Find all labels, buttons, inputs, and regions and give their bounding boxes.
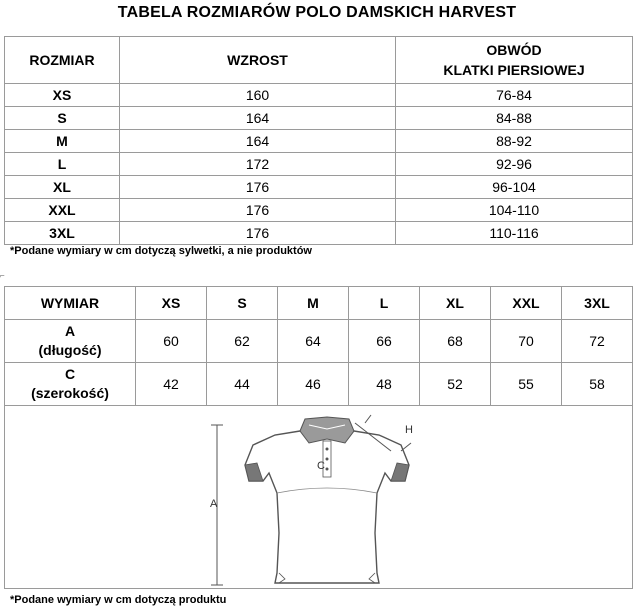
height-cell: 160: [120, 84, 396, 107]
size-cell: XS: [5, 84, 120, 107]
width-label: C: [317, 460, 325, 472]
header-size: 3XL: [562, 287, 633, 320]
header-size: XXL: [491, 287, 562, 320]
size-cell: S: [5, 107, 120, 130]
measurement-cell: 44: [207, 363, 278, 406]
height-cell: 172: [120, 153, 396, 176]
header-size: S: [207, 287, 278, 320]
dimension-letter: A: [64, 323, 76, 339]
chest-cell: 84-88: [396, 107, 633, 130]
size-cell: L: [5, 153, 120, 176]
height-cell: 176: [120, 222, 396, 245]
measurement-cell: 60: [136, 320, 207, 363]
polo-shirt-diagram: [205, 413, 430, 593]
measurement-cell: 48: [349, 363, 420, 406]
dimension-description: (długość): [38, 342, 102, 358]
button-icon: [326, 468, 329, 471]
table-row: [5, 84, 633, 107]
measurement-cell: 55: [491, 363, 562, 406]
header-dimension: WYMIAR: [5, 287, 136, 320]
measurement-cell: 68: [420, 320, 491, 363]
size-cell: XL: [5, 176, 120, 199]
measurement-cell: 64: [278, 320, 349, 363]
header-size: M: [278, 287, 349, 320]
measurement-cell: 58: [562, 363, 633, 406]
garment-measurement-note: *Podane wymiary w cm dotyczą produktu: [10, 594, 227, 606]
paragraph-mark-icon: ⌐: [0, 271, 5, 280]
measurement-cell: 46: [278, 363, 349, 406]
chest-cell: 76-84: [396, 84, 633, 107]
header-chest-line2: KLATKI PIERSIOWEJ: [443, 62, 585, 78]
dimension-label: [5, 320, 136, 363]
table-header-row: [5, 37, 633, 84]
header-size: L: [349, 287, 420, 320]
chest-cell: 110-116: [396, 222, 633, 245]
collar: [300, 417, 354, 443]
table-row: [5, 130, 633, 153]
header-size: XL: [420, 287, 491, 320]
body-measurement-note: *Podane wymiary w cm dotyczą sylwetki, a nie produktów: [10, 245, 312, 257]
measurement-cell: 72: [562, 320, 633, 363]
measurement-cell: 66: [349, 320, 420, 363]
dimension-letter: C: [64, 366, 76, 382]
table-row: [5, 153, 633, 176]
chest-cell: 96-104: [396, 176, 633, 199]
length-label: A: [210, 498, 218, 510]
table-row: [5, 320, 633, 363]
header-size: XS: [136, 287, 207, 320]
table-row: [5, 199, 633, 222]
measurement-cell: 62: [207, 320, 278, 363]
chest-cell: 88-92: [396, 130, 633, 153]
dimension-description: (szerokość): [31, 385, 109, 401]
height-cell: 176: [120, 176, 396, 199]
sleeve-measure-tick: [365, 415, 371, 423]
height-cell: 176: [120, 199, 396, 222]
table-row: [5, 107, 633, 130]
measurement-cell: 52: [420, 363, 491, 406]
height-cell: 164: [120, 107, 396, 130]
chest-cell: 92-96: [396, 153, 633, 176]
table-header-row: [5, 287, 633, 320]
header-chest: [396, 37, 633, 84]
button-icon: [326, 448, 329, 451]
table-row: [5, 176, 633, 199]
measurement-cell: 70: [491, 320, 562, 363]
size-cell: M: [5, 130, 120, 153]
button-icon: [326, 458, 329, 461]
body-size-table: [4, 36, 633, 245]
size-cell: 3XL: [5, 222, 120, 245]
height-cell: 164: [120, 130, 396, 153]
size-cell: XXL: [5, 199, 120, 222]
table-row: [5, 222, 633, 245]
dimension-label: [5, 363, 136, 406]
header-height: WZROST: [120, 37, 396, 84]
table-row: [5, 363, 633, 406]
measurement-cell: 42: [136, 363, 207, 406]
header-size: ROZMIAR: [5, 37, 120, 84]
page-title: TABELA ROZMIARÓW POLO DAMSKICH HARVEST: [117, 4, 517, 21]
chest-cell: 104-110: [396, 199, 633, 222]
shirt-outline: [245, 431, 409, 583]
sleeve-label: H: [405, 424, 413, 436]
header-chest-line1: OBWÓD: [486, 42, 542, 58]
